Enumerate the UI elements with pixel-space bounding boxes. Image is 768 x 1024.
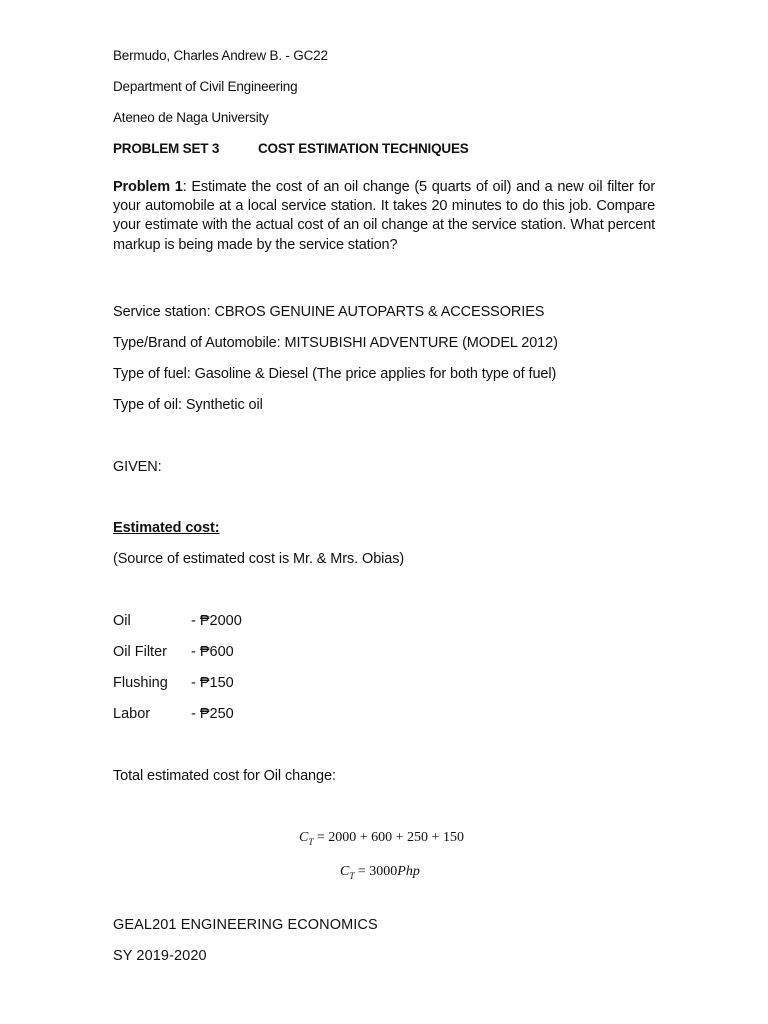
problem-label: Problem 1 — [113, 179, 183, 195]
given-label: GIVEN: — [113, 459, 162, 475]
equation-total-sum — [299, 830, 464, 847]
service-station-line: Service station: CBROS GENUINE AUTOPARTS & ACCESSORIES — [113, 304, 545, 320]
cost-item-price: - ₱150 — [191, 675, 234, 691]
course-footer: GEAL201 ENGINEERING ECONOMICS — [113, 917, 378, 933]
problem-set-title: PROBLEM SET 3 — [113, 141, 220, 156]
fuel-line: Type of fuel: Gasoline & Diesel (The price applies for both type of fuel) — [113, 366, 557, 382]
cost-item-price: - ₱600 — [191, 644, 234, 660]
total-cost-label: Total estimated cost for Oil change: — [113, 768, 336, 784]
estimated-cost-source: (Source of estimated cost is Mr. & Mrs. Obias) — [113, 551, 405, 567]
cost-item-row — [113, 644, 234, 660]
problem-paragraph — [113, 178, 655, 255]
problem-text: : Estimate the cost of an oil change (5 quarts of oil) and a new oil filter for your automobile at a local service station. It takes 20 minutes to do this job. Compare your estimate with the actual cost of an oil change at the service station. What percent markup is being made by the service station? — [113, 179, 656, 253]
equation-symbol: C — [299, 830, 309, 845]
estimated-cost-heading: Estimated cost: — [113, 520, 220, 536]
cost-item-row — [113, 613, 242, 629]
university-line: Ateneo de Naga University — [113, 110, 269, 125]
equation-total-result — [340, 864, 420, 881]
cost-item-row — [113, 675, 234, 691]
author-line: Bermudo, Charles Andrew B. - GC22 — [113, 48, 328, 63]
oil-type-line: Type of oil: Synthetic oil — [113, 397, 263, 413]
equation-rhs: = 3000 — [357, 864, 398, 879]
cost-item-price: - ₱250 — [191, 706, 234, 722]
cost-item-name: Labor — [113, 706, 151, 722]
cost-item-name: Oil — [113, 613, 131, 629]
cost-item-row — [113, 706, 234, 722]
department-line: Department of Civil Engineering — [113, 79, 298, 94]
equation-unit: Php — [397, 864, 420, 879]
cost-item-price: - ₱2000 — [191, 613, 242, 629]
equation-rhs: = 2000 + 600 + 250 + 150 — [316, 830, 464, 845]
equation-symbol: C — [340, 864, 350, 879]
cost-item-name: Oil Filter — [113, 644, 167, 660]
automobile-line: Type/Brand of Automobile: MITSUBISHI ADVENTURE (MODEL 2012) — [113, 335, 558, 351]
equation-subscript: T — [308, 836, 314, 847]
cost-item-name: Flushing — [113, 675, 168, 691]
school-year-footer: SY 2019-2020 — [113, 948, 207, 964]
equation-subscript: T — [349, 870, 355, 881]
topic-title: COST ESTIMATION TECHNIQUES — [258, 141, 469, 156]
